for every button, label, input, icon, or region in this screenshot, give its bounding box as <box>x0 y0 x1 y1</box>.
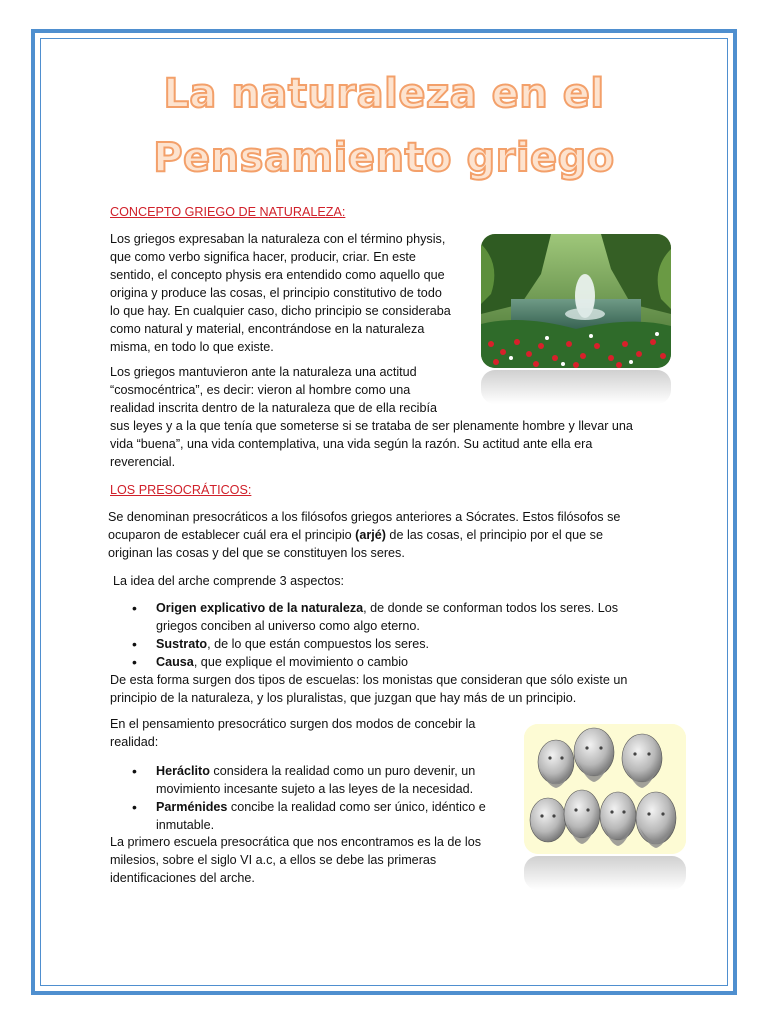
text-line: En el pensamiento presocrático surgen dos modos de concebir la <box>110 717 476 731</box>
text-line: origina y produce las cosas, el principio constitutivo de todo <box>110 286 442 300</box>
text-span: de las cosas, el principio por el que se <box>385 528 603 542</box>
paragraph-presocraticos <box>108 508 668 562</box>
text-line <box>108 526 668 544</box>
aspect-text: , que explique el movimiento o cambio <box>193 655 409 669</box>
text-line: sentido, el concepto physis era entendido como aquello que <box>110 268 445 282</box>
title-line-1: La naturaleza en el <box>163 71 605 117</box>
arche-intro: La idea del arche comprende 3 aspectos: <box>113 574 345 588</box>
text-line: milesios, sobre el siglo VI a.c, a ellos se debe las primeras <box>110 853 437 867</box>
arje-term: (arjé) <box>355 528 386 542</box>
nature-image-reflection <box>481 370 671 404</box>
text-line: realidad: <box>110 735 159 749</box>
page-title <box>60 62 708 190</box>
mode-term: Heráclito <box>156 764 210 778</box>
text-span: ocuparon de establecer cuál era el principio <box>108 528 356 542</box>
philosophers-image-reflection <box>524 856 686 890</box>
text-line: De esta forma surgen dos tipos de escuelas: los monistas que consideran que sólo existe un <box>110 673 628 687</box>
text-line: La primero escuela presocrática que nos encontramos es la de los <box>110 835 482 849</box>
paragraph-modos <box>110 715 510 751</box>
list-item <box>110 798 510 834</box>
aspect-text: , de donde se conforman todos los seres. Los <box>363 601 618 615</box>
philosophers-busts-image <box>524 724 686 854</box>
text-line: reverencial. <box>110 455 176 469</box>
text-line: que como verbo significa hacer, producir, criar. En este <box>110 250 416 264</box>
text-line: misma, en todo lo que existe. <box>110 340 274 354</box>
title-line-2: Pensamiento griego <box>153 135 615 181</box>
text-line: Los griegos expresaban la naturaleza con el término physis, <box>110 232 446 246</box>
text-line: Los griegos mantuvieron ante la naturaleza una actitud <box>110 365 417 379</box>
paragraph-escuelas <box>110 671 670 707</box>
aspect-term: Causa <box>156 655 194 669</box>
waterfall-garden-photo <box>481 234 671 368</box>
list-item <box>110 653 670 671</box>
mode-text: considera la realidad como un puro devenir, un <box>209 764 476 778</box>
text-line: originan las cosas y del que se constituyen los seres. <box>108 546 405 560</box>
modes-list <box>110 762 510 834</box>
mode-text: concibe la realidad como ser único, idéntico e <box>227 800 486 814</box>
aspect-text: , de lo que están compuestos los seres. <box>207 637 430 651</box>
section-heading-presocraticos: LOS PRESOCRÁTICOS: <box>110 483 252 497</box>
list-item <box>110 762 510 798</box>
mode-term: Parménides <box>156 800 228 814</box>
aspect-term: Sustrato <box>156 637 208 651</box>
text-line: Se denominan presocráticos a los filósofos griegos anteriores a Sócrates. Estos filósofos se <box>108 510 621 524</box>
text-line: sus leyes y a la que tenía que someterse si se trataba de ser plenamente hombre y llevar una <box>110 419 633 433</box>
nature-waterfall-image <box>481 234 671 368</box>
text-line: realidad inscrita dentro de la naturaleza que de ella recibía <box>110 401 437 415</box>
text-line: principio de la naturaleza, y los pluralistas, que juzgan que hay más de un principio. <box>110 691 577 705</box>
paragraph-physis <box>110 230 470 356</box>
list-item <box>110 599 670 635</box>
aspect-text-cont: griegos conciben al universo como algo eterno. <box>156 619 420 633</box>
aspect-term: Origen explicativo de la naturaleza <box>156 601 364 615</box>
greek-philosophers-busts <box>524 724 686 854</box>
section-heading-concepto: CONCEPTO GRIEGO DE NATURALEZA: <box>110 205 346 219</box>
arche-aspects-list <box>110 599 670 671</box>
text-line: como natural y material, encontrándose en la naturaleza <box>110 322 425 336</box>
text-line: identificaciones del arche. <box>110 871 255 885</box>
mode-text-cont: movimiento incesante sujeto a las leyes de la necesidad. <box>156 782 474 796</box>
text-line: vida “buena”, una vida contemplativa, una vida según la razón. Su actitud ante ella era <box>110 437 593 451</box>
list-item <box>110 635 670 653</box>
mode-text-cont: inmutable. <box>156 818 215 832</box>
text-line: lo que hay. En cualquier caso, dicho principio se consideraba <box>110 304 451 318</box>
paragraph-milesios <box>110 833 510 887</box>
text-line: “cosmocéntrica”, es decir: vieron al hombre como una <box>110 383 411 397</box>
